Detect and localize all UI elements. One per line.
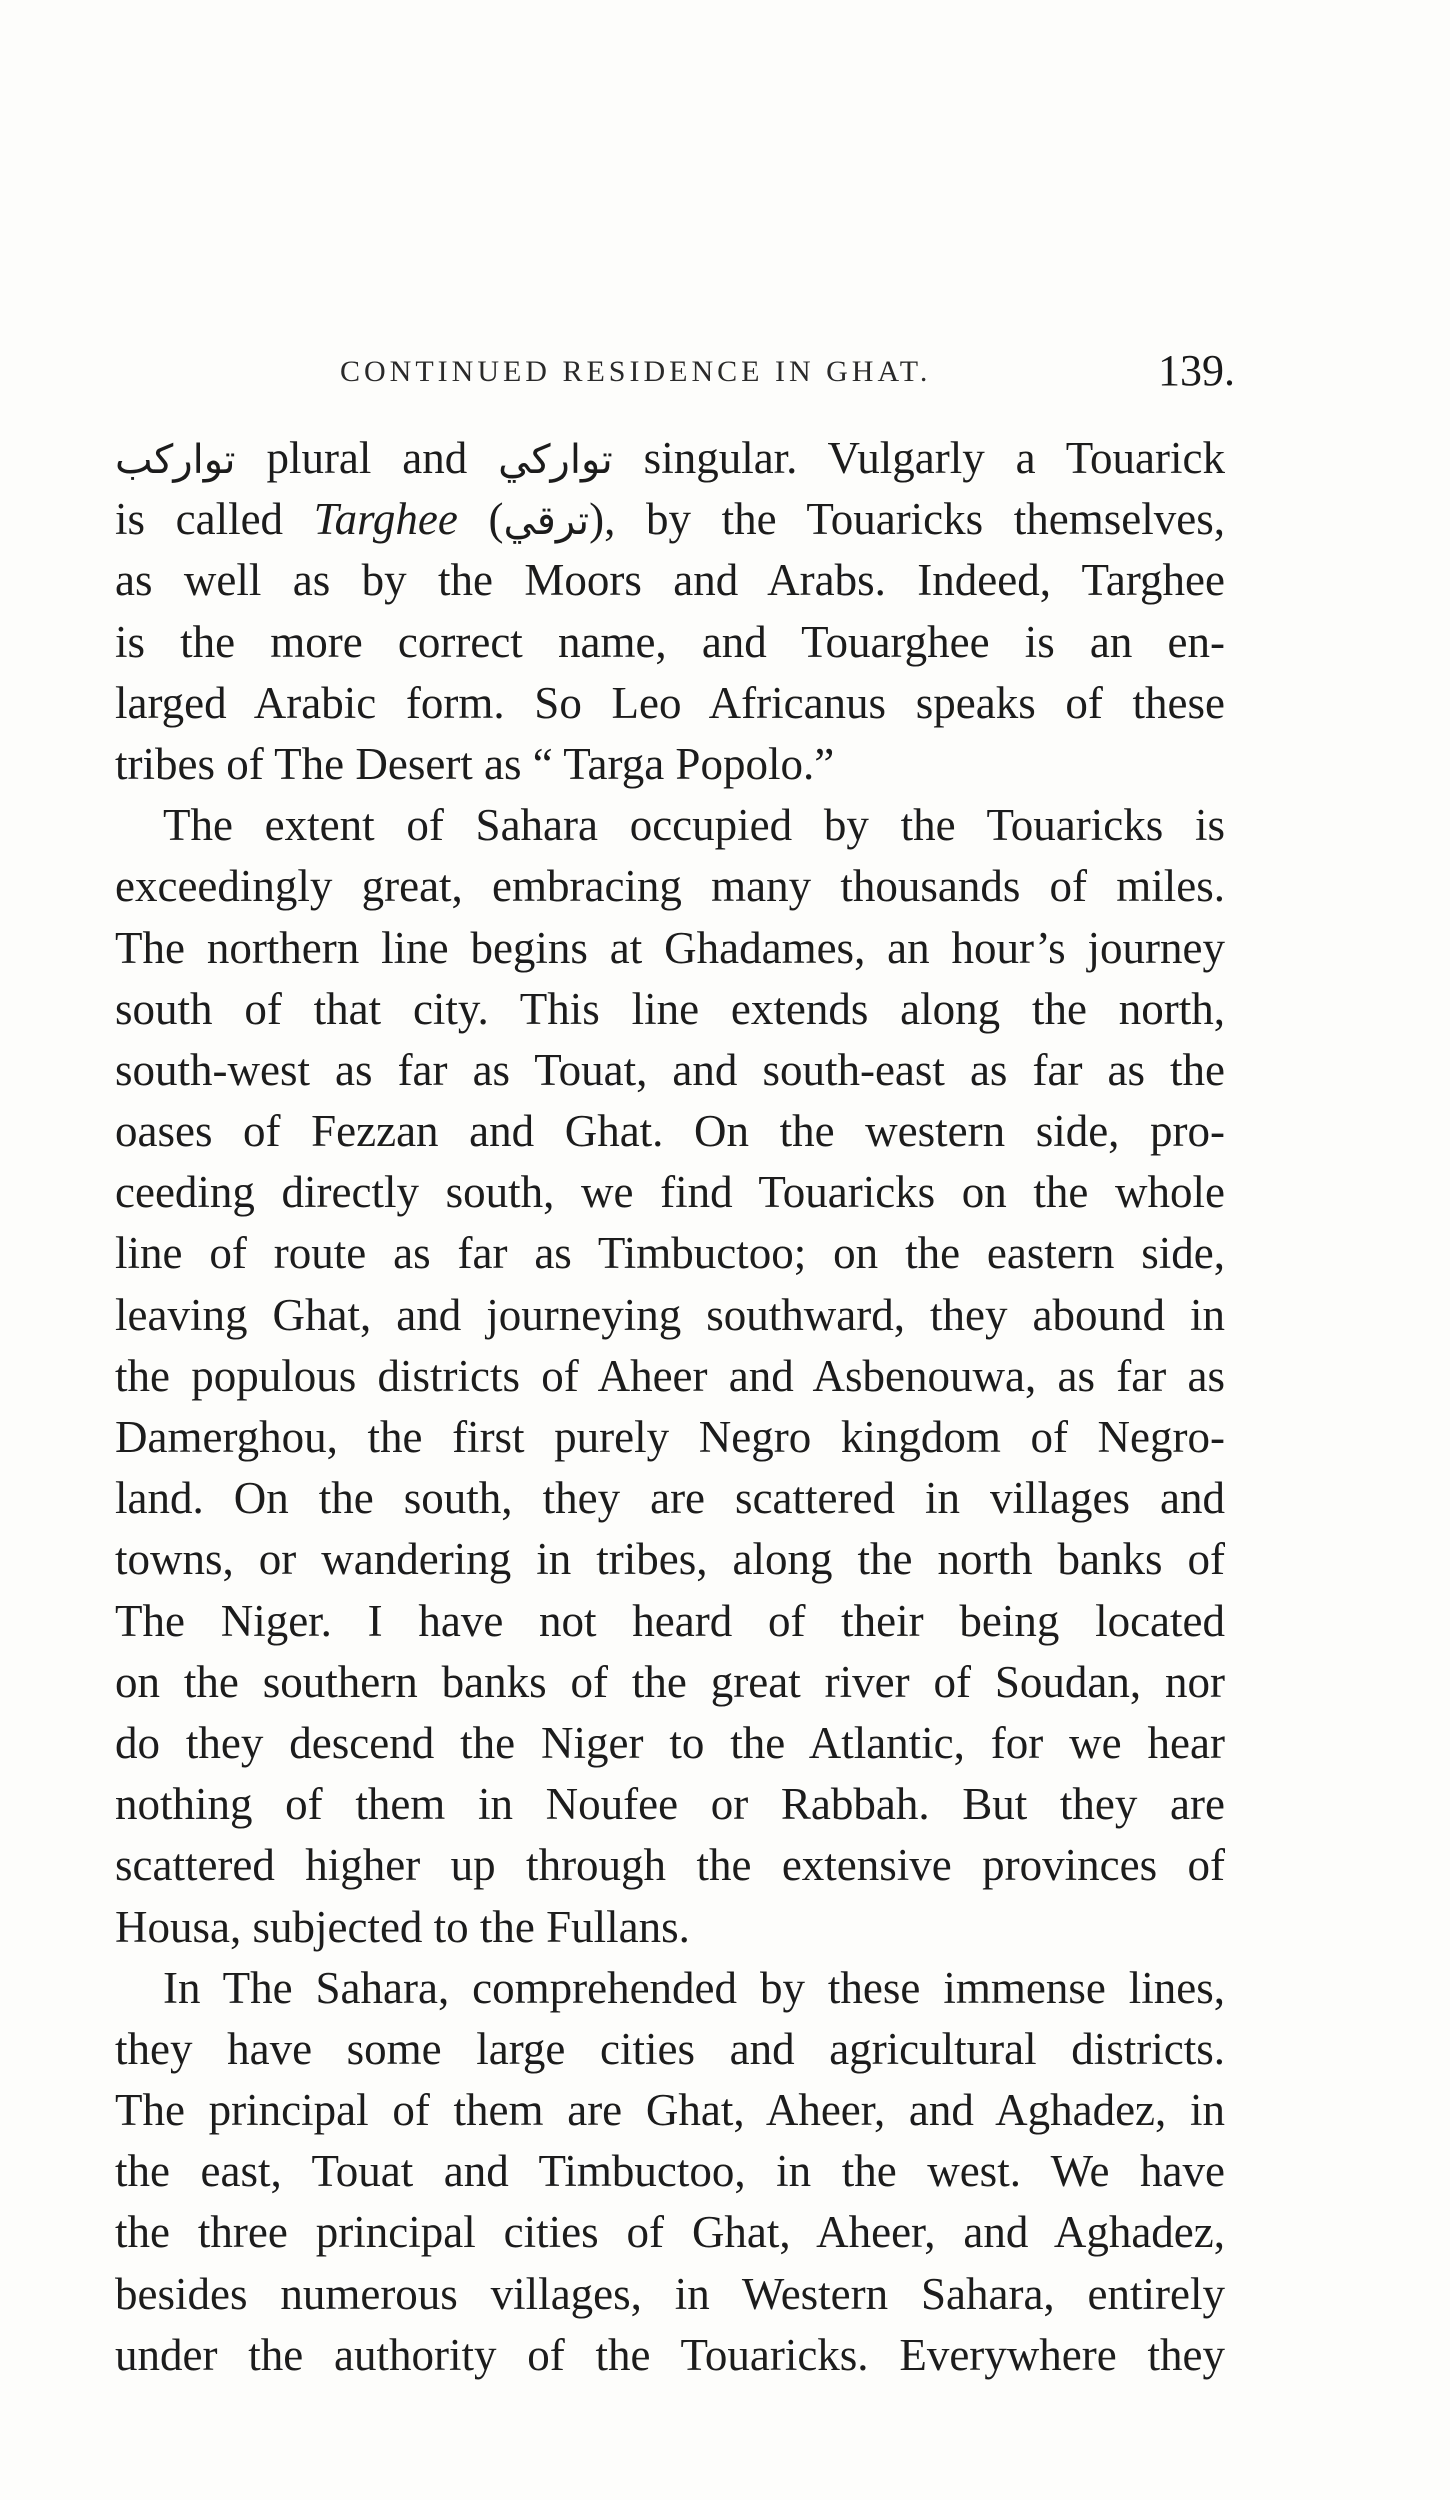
text-line [115, 1835, 1225, 1896]
text-line [115, 734, 1225, 795]
text-segment: exceedingly great, embracing many thousands of miles. [115, 861, 1225, 912]
text-line [115, 1774, 1225, 1835]
paragraph [115, 1958, 1225, 2386]
text-line [115, 1285, 1225, 1346]
text-segment: ), by the Touaricks themselves, [589, 494, 1225, 545]
text-segment: oases of Fezzan and Ghat. On the western side, pro- [115, 1106, 1225, 1157]
page-number: 139. [1158, 346, 1235, 395]
text-segment: scattered higher up through the extensive provinces of [115, 1840, 1225, 1891]
text-segment: nothing of them in Noufee or Rabbah. But they are [115, 1779, 1225, 1830]
text-segment: is called [115, 494, 314, 545]
arabic-word: ترقي [503, 498, 590, 545]
text-line [115, 2141, 1225, 2202]
text-segment: land. On the south, they are scattered in villages and [115, 1473, 1225, 1524]
text-segment: on the southern banks of the great river of Soudan, nor [115, 1656, 1225, 1707]
text-segment: south of that city. This line extends along the north, [115, 983, 1225, 1034]
text-line [115, 489, 1225, 550]
text-segment: the populous districts of Aheer and Asbenouwa, as far as [115, 1350, 1225, 1401]
text-segment: singular. Vulgarly a Touarick [612, 433, 1225, 483]
text-segment: the three principal cities of Ghat, Aheer, and Aghadez, [115, 2207, 1225, 2258]
text-line [115, 1040, 1225, 1101]
text-segment: In The Sahara, comprehended by these immense lines, [163, 1962, 1225, 2013]
text-line [115, 1529, 1225, 1590]
text-line [115, 1223, 1225, 1284]
text-segment: The northern line begins at Ghadames, an hour’s journey [115, 922, 1225, 973]
text-segment: south-west as far as Touat, and south-east as far as the [115, 1044, 1225, 1095]
text-segment: as well as by the Moors and Arabs. Indeed, Targhee [115, 555, 1225, 606]
text-line [115, 1162, 1225, 1223]
text-line [115, 428, 1225, 489]
text-line [115, 979, 1225, 1040]
paragraph [115, 795, 1225, 1958]
text-line [115, 2080, 1225, 2141]
text-segment: ceeding directly south, we find Touaricks on the whole [115, 1167, 1225, 1218]
text-segment: towns, or wandering in tribes, along the north banks of [115, 1534, 1225, 1585]
text-segment: leaving Ghat, and journeying southward, they abound in [115, 1289, 1225, 1340]
text-line [115, 2325, 1225, 2386]
text-line [115, 1897, 1225, 1958]
text-segment: under the authority of the Touaricks. Everywhere they [115, 2329, 1225, 2380]
text-segment: line of route as far as Timbuctoo; on the eastern side, [115, 1228, 1225, 1279]
text-line [115, 2019, 1225, 2080]
paragraph [115, 428, 1225, 795]
text-line [115, 1407, 1225, 1468]
text-segment: Housa, subjected to the Fullans. [115, 1901, 690, 1952]
text-line [115, 1713, 1225, 1774]
text-line [115, 856, 1225, 917]
text-segment: larged Arabic form. So Leo Africanus speaks of these [115, 677, 1225, 728]
text-line [115, 550, 1225, 611]
text-segment: tribes of The Desert as “ Targa Popolo.” [115, 738, 835, 789]
text-line [115, 1652, 1225, 1713]
arabic-word: تواركب [115, 437, 236, 483]
text-line [115, 673, 1225, 734]
text-line [115, 1468, 1225, 1529]
text-line [115, 1958, 1225, 2019]
running-head [340, 345, 1235, 405]
text-segment: The Niger. I have not heard of their being located [115, 1595, 1225, 1646]
italic-word: Targhee [313, 494, 458, 545]
text-line [115, 1346, 1225, 1407]
arabic-word: تواركي [498, 437, 613, 483]
text-segment: do they descend the Niger to the Atlantic, for we hear [115, 1717, 1225, 1768]
text-line [115, 795, 1225, 856]
text-segment: Damerghou, the first purely Negro kingdom of Negro- [115, 1412, 1225, 1462]
text-line [115, 1101, 1225, 1162]
text-segment: The principal of them are Ghat, Aheer, and Aghadez, in [115, 2085, 1225, 2136]
text-line [115, 2202, 1225, 2263]
text-line [115, 918, 1225, 979]
text-segment: is the more correct name, and Touarghee is an en- [115, 616, 1225, 667]
text-segment: plural and [235, 433, 499, 483]
text-segment: besides numerous villages, in Western Sahara, entirely [115, 2268, 1225, 2319]
text-segment: they have some large cities and agricultural districts. [115, 2023, 1225, 2074]
body-text [115, 428, 1225, 2386]
running-title: CONTINUED RESIDENCE IN GHAT. [340, 355, 932, 388]
text-segment: the east, Touat and Timbuctoo, in the west. We have [115, 2146, 1225, 2197]
text-segment: The extent of Sahara occupied by the Touaricks is [163, 800, 1225, 851]
text-line [115, 2264, 1225, 2325]
text-line [115, 1591, 1225, 1652]
text-line [115, 612, 1225, 673]
text-segment: ( [457, 494, 504, 545]
